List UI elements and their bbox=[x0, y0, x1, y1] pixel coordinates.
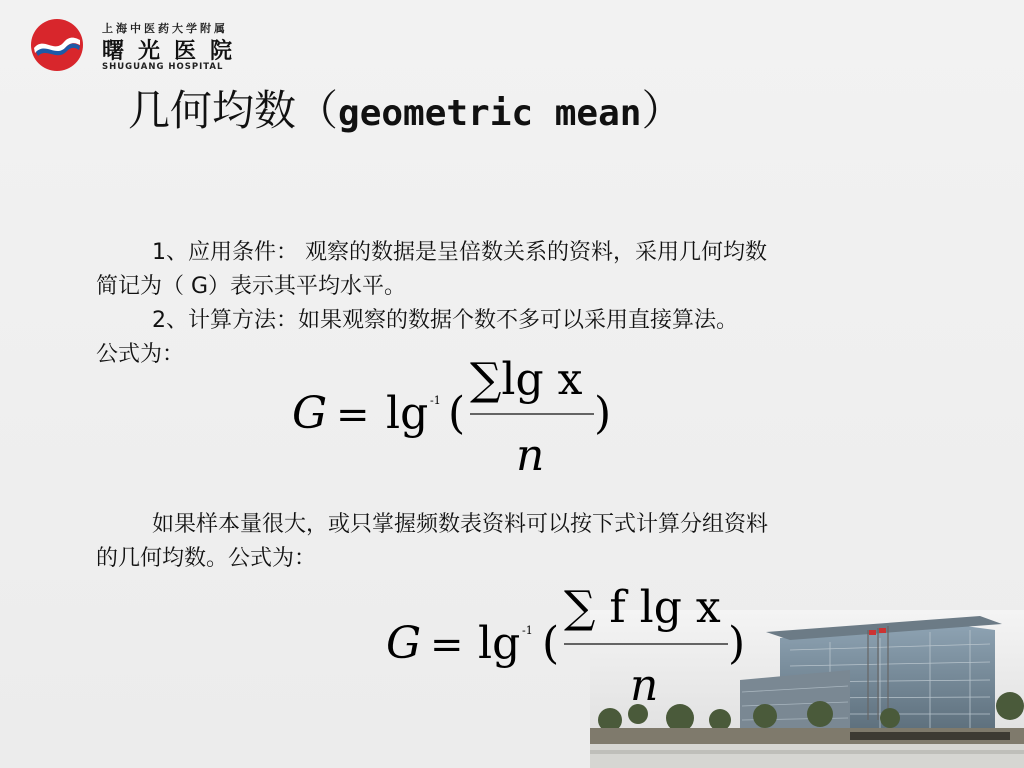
formula1-numerator: ∑lg x bbox=[470, 354, 583, 405]
logo-hospital-name: 曙光医院 bbox=[102, 38, 247, 64]
logo-english-name: SHUGUANG HOSPITAL bbox=[102, 62, 224, 72]
formula1-rparen: ) bbox=[594, 388, 612, 439]
formula-direct bbox=[288, 350, 628, 484]
formula2-exp: -1 bbox=[522, 624, 533, 637]
slide-title bbox=[128, 78, 683, 138]
condition-line-1: 1、应用条件： 观察的数据是呈倍数关系的资料，采用几何均数 bbox=[152, 240, 767, 265]
formula2-lhs: G bbox=[386, 618, 422, 669]
formula1-eq: = bbox=[336, 392, 370, 438]
title-close-paren: ） bbox=[641, 86, 684, 135]
formula2-rparen: ) bbox=[728, 618, 746, 669]
formula2-denominator: n bbox=[630, 660, 659, 708]
condition-line-2: 简记为（ G）表示其平均水平。 bbox=[96, 274, 407, 299]
grouped-line-1: 如果样本量很大，或只掌握频数表资料可以按下式计算分组资料 bbox=[152, 512, 769, 537]
formula1-lhs: G bbox=[292, 388, 328, 439]
grouped-line-2: 的几何均数。公式为： bbox=[96, 546, 317, 571]
formula2-lparen: ( bbox=[542, 618, 560, 669]
formula2-numerator: ∑ f lg x bbox=[564, 582, 721, 633]
formula1-func: lg bbox=[386, 388, 429, 439]
method-line: 2、计算方法：如果观察的数据个数不多可以采用直接算法。 bbox=[152, 308, 738, 333]
formula2-eq: = bbox=[430, 622, 464, 668]
hospital-logo bbox=[30, 18, 270, 78]
hospital-emblem-icon bbox=[30, 18, 84, 72]
logo-affiliation-text: 上海中医药大学附属 bbox=[102, 22, 228, 35]
title-english: geometric mean bbox=[338, 93, 642, 134]
formula2-func: lg bbox=[478, 618, 521, 669]
formula1-exp: -1 bbox=[430, 394, 441, 407]
formula-label-1: 公式为： bbox=[96, 342, 185, 367]
title-chinese: 几何均数（ bbox=[128, 86, 339, 135]
formula-grouped bbox=[382, 578, 762, 712]
section-2-text bbox=[96, 508, 966, 576]
formula1-lparen: ( bbox=[448, 388, 466, 439]
formula1-denominator: n bbox=[516, 430, 545, 480]
